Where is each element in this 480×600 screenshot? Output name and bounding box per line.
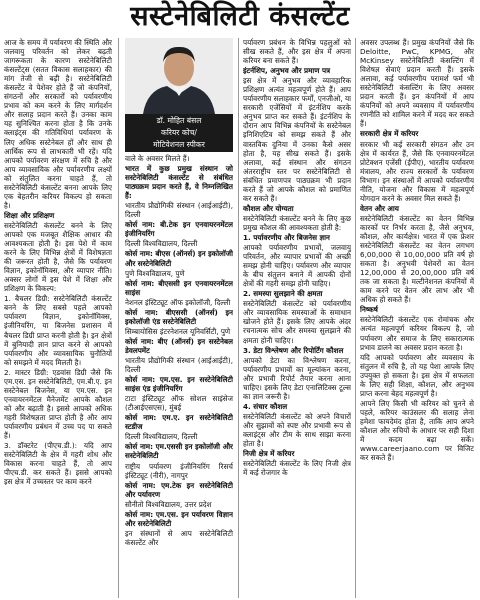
paragraph: नेशनल इंस्टिट्यूट ऑफ इकोलॉजी, दिल्ली [125, 297, 231, 307]
course-name: कोर्स नाम: एम.एस. इन सस्टेनेबिलिटी साइंस एंड इंजीनियरिंग [125, 375, 233, 394]
author-caption [125, 114, 233, 152]
column-divider [118, 38, 119, 598]
paragraph: अवसर उपलब्ध हैं। प्रमुख कंपनियों जैसे कि Deloitte, PwC, KPMG, और McKinsey सस्टेनेबिलिटी कंसल्टिंग में विशेषज्ञ सेवाएं प्रदान करती हैं। इसके अलावा, कई पर्यावरणीय परामर्श फर्म भी सस्टेनेबिलिटी कंसल्टिंग के लिए अवसर प्रदान करती हैं। इन कंपनियों में आप कंपनियों को अपने व्यवसाय में पर्यावरणीय रणनीति को शामिल करने में मदद कर सकते हैं। [360, 38, 474, 129]
paragraph: सस्टेनेबिलिटी कंसल्टेंट का वेतन विभिन्न कारकों पर निर्भर करता है, जैसे अनुभव, कौशल, और कार्यक्षेत्र। भारत में एक फ्रेशर सस्टेनेबिलिटी कंसल्टेंट का वेतन लगभग 6,00,000 से 10,00,000 प्रति वर्ष हो सकता है। अनुभवी पेशेवरों का वेतन 12,00,000 से 20,00,000 प्रति वर्ष तक जा सकता है। मल्टीनेशनल कंपनियों में काम करने पर वेतन और लाभ और भी अधिक हो सकते हैं। [360, 213, 474, 305]
author-name: डॉ. मोहित बंसल [156, 116, 202, 125]
paragraph: सस्टेनेबिलिटी कंसल्टेंट बनने के लिए कुछ प्रमुख कौशल की आवश्यकता होती है: [243, 213, 351, 232]
subheading: निष्कर्ष [360, 305, 378, 315]
paragraph: सरकार भी कई सरकारी संगठन और उन क्षेत्र में कार्यरत हैं, जैसे कि एनवायरनमेंटल प्रोटेक्शन एजेंसी (ईपीए), भारतीय पर्यावरण मंत्रालय, और राज्य सरकारों के पर्यावरण विभाग। इन संस्थाओं में आपको पर्यावरणीय नीति, योजना और विकास में महत्वपूर्ण योगदान करने के अवसर मिल सकते हैं। [360, 139, 474, 203]
course-name: कोर्स नाम: बी.टेक इन एनवायरनमेंटल इंजीनियरिंग [125, 220, 233, 239]
author-role-2: मोटिवेशनल स्पीकर [153, 140, 205, 149]
paragraph: इस क्षेत्र में अनुभव और व्यावहारिक प्रशिक्षण अत्यंत महत्वपूर्ण होते हैं। आप पर्यावरणीय सलाहकार फर्मों, एनजीओ, या सरकारी एजेंसियों में इंटर्नशिप करके अनुभव प्राप्त कर सकते हैं। इंटर्नशिप के दौरान आप विभिन्न कंपनियों के सस्टेनेबल इनिशिएटिव को समझ सकते हैं और वास्तविक दुनिया में उनका कैसे असर होता है, यह सीख सकते हैं। इसके अलावा, कई संस्थान और संगठन अंतरराष्ट्रीय स्तर पर सस्टेनेबिलिटी से संबंधित प्रमाणपत्र पाठ्यक्रम भी प्रदान करते हैं जो आपके कौशल को प्रमाणित कर सकते हैं। [243, 76, 351, 203]
portrait-image [125, 38, 233, 114]
paragraph: सस्टेनेबिलिटी कंसल्टेंट को अपने विचारों और सुझावों को स्पष्ट और प्रभावी रूप से क्लाइंट्स और टीम के साथ साझा करना होता है। [243, 411, 351, 449]
course-name: कोर्स नाम: एम.एससी इन इकोलॉजी और सस्टेनेबिलिटी [125, 442, 233, 461]
subheading: कौशल और योग्यता [243, 203, 294, 213]
subheading: 1. पर्यावरणीय और बिजनेस ज्ञान [243, 232, 330, 242]
paragraph: आज के समय में पर्यावरण की स्थिति और जलवायु परिवर्तन को लेकर बढ़ती जागरूकता के कारण सस्टेनेबिलिटी कंसल्टेंट्स (सतत विकास सलाहकार) की मांग तेजी से बढ़ी है। सस्टेनेबिलिटी कंसल्टेंट वे पेशेवर होते हैं जो कंपनियों, संगठनों और सरकारों को पर्यावरणीय प्रभाव को कम करने के लिए मार्गदर्शन और सलाह प्रदान करते हैं। उनका काम यह सुनिश्चित करना होता है कि उनके क्लाइंट्स की गतिविधियां पर्यावरण के लिए अधिक सस्टेनेबल हों और साथ ही आर्थिक रूप से लाभकारी भी रहें। यदि आपको पर्यावरण संरक्षण में रुचि है और आप व्यावसायिक और पर्यावरणीय लक्ष्यों को संतुलित करना चाहते हैं, तो सस्टेनेबिलिटी कंसल्टेंट बनना आपके लिए एक बेहतरीन करियर विकल्प हो सकता है। [4, 38, 112, 210]
article-column-2 [125, 154, 233, 598]
author-role: करियर कोच/ [160, 128, 197, 137]
paragraph: यदि आपको पर्यावरण और व्यवसाय के संतुलन में रुचि है, तो यह पेशा आपके लिए उपयुक्त हो सकता है। इस क्षेत्र में सफलता के लिए सही शिक्षा, कौशल, और अनुभव प्राप्त करना बेहद महत्वपूर्ण है। [360, 352, 474, 398]
subheading: 3. डेटा विश्लेषण और रिपोर्टिंग कौशल [243, 345, 344, 355]
subheading: वेतन और आय [360, 203, 399, 213]
paragraph: टाटा इंस्टिट्यूट ऑफ सोशल साइंसेज (टीआईएसएस), मुंबई [125, 394, 233, 413]
paragraph: सिम्बायोसिस इंटरनेशनल यूनिवर्सिटी, पुणे [125, 326, 231, 336]
paragraph: सस्टेनेबिलिटी कंसल्टेंट एक रोमांचक और अत्यंत महत्वपूर्ण करियर विकल्प है, जो पर्यावरण और समाज के लिए सकारात्मक प्रभाव डालने का अवसर प्रदान करता है। [360, 315, 474, 352]
paragraph: 3. डॉक्टरेट (पीएच.डी.): यदि आप सस्टेनेबिलिटी के क्षेत्र में गहरी शोध और विकास करना चाहते हैं, तो आप पीएच.डी. कर सकते हैं। इससे आपको इस क्षेत्र में उच्चस्तर पर काम करने [4, 441, 112, 487]
subheading: 4. संचार कौशल [243, 401, 288, 411]
column-divider [238, 38, 239, 598]
course-name: कोर्स नाम: बीएससी इन एनवायरनमेंटल साइंस [125, 278, 233, 297]
paragraph: आपको पर्यावरणीय प्रभावों, जलवायु परिवर्तन, और व्यापार प्रभावों की अच्छी समझ होनी चाहिए। पर्यावरण और व्यापार के बीच संतुलन बनाने में आपकी दोनों क्षेत्रों की गहरी समझ होनी चाहिए। [243, 243, 351, 289]
subheading: 2. समस्या सुलझाने की क्षमता [243, 289, 323, 299]
course-name: कोर्स नाम: एम.टेक इन सस्टेनेबिलिटी और पर्यावरण [125, 480, 233, 499]
paragraph: दिल्ली विश्वविद्यालय, दिल्ली [125, 239, 198, 249]
article-column-4 [360, 38, 474, 598]
subheading: इंटर्नशिप, अनुभव और प्रमाण पत्र [243, 66, 331, 76]
article-column-3 [243, 38, 351, 598]
paragraph: दिल्ली विश्वविद्यालय, दिल्ली [125, 432, 198, 442]
subheading: शिक्षा और प्रशिक्षण [4, 210, 55, 220]
article-column-1 [4, 38, 112, 598]
paragraph: भारतीय प्रौद्योगिकी संस्थान (आईआईटी), दिल्ली [125, 201, 233, 220]
subheading: सरकारी क्षेत्र में करियर [360, 129, 419, 139]
paragraph: सस्टेनेबिलिटी कंसल्टेंट बनने के लिए आपको एक मजबूत शैक्षिक आधार की आवश्यकता होती है। इस पेशे में काम करने के लिए विभिन्न क्षेत्रों में विशेषज्ञता की जरूरत होती है, जैसे कि पर्यावरण विज्ञान, इकोनॉमिक्स, और व्यापार नीति। अक्सर लोगों में इस पेशे में शिक्षा और प्रशिक्षण के विकल्प: [4, 220, 112, 294]
paragraph: भारतीय प्रौद्योगिकी संस्थान (आईआईटी), दिल्ली [125, 355, 233, 375]
paragraph: इन संस्थानों से आप सस्टेनेबिलिटी कंसल्टेंट और [125, 528, 233, 547]
course-name: कोर्स नाम: एम.ए. इन सस्टेनेबिलिटी स्टडीज [125, 413, 233, 432]
paragraph: आपने लिए किसी भी करियर को चुनने से पहले, करियर काउंसलर की सलाह लेना हमेशा फायदेमंद होता है, ताकि आप अपने कौशल और रुचियों के आधार पर सही दिशा में कदम बढ़ा सकें। www.careerjaano.com पर विजिट कर सकते हैं। [360, 398, 474, 463]
paragraph: 1. बैचलर डिग्री: सस्टेनेबिलिटी कंसल्टेंट बनने के लिए सबसे पहले आपको पर्यावरण विज्ञान, इकोनॉमिक्स, इंजीनियरिंग, या बिजनेस प्रशासन में बैचलर डिग्री प्राप्त करनी होती है। इन क्षेत्रों में बुनियादी ज्ञान प्राप्त करने से आपको पर्यावरणीय और व्यावसायिक चुनौतियों को समझने में मदद मिलती है। [4, 294, 112, 367]
page-headline: सस्टेनेबिलिटी कंसल्टेंट [130, 1, 350, 32]
paragraph: राष्ट्रीय पर्यावरण इंजीनियरिंग रिसर्च इंस्टिट्यूट (नीरी), नागपुर [125, 461, 233, 480]
course-name: कोर्स नाम: बीए (ऑनर्स) इन सस्टेनेबल डेवलपमेंट [125, 336, 233, 355]
paragraph: सस्टेनेबिलिटी कंसल्टेंट को पर्यावरणीय और व्यावसायिक समस्याओं के समाधान खोजने होते हैं। इसके लिए आपके अंदर रचनात्मक सोच और समस्या सुलझाने की क्षमता होनी चाहिए। [243, 299, 351, 345]
paragraph: सौनीतो विश्वविद्यालय, उत्तर प्रदेश [125, 499, 212, 509]
paragraph: आपको डेटा का विश्लेषण करना, पर्यावरणीय प्रभावों का मूल्यांकन करना, और प्रभावी रिपोर्ट तैयार करना आना चाहिए। इसके लिए डेटा एनालिटिक्स टूल्स का ज्ञान जरूरी है। [243, 355, 351, 401]
paragraph: वाले के अवसर मिलते हैं। [125, 154, 190, 163]
subheading: निजी क्षेत्र में करियर [243, 449, 295, 459]
column-divider [355, 38, 356, 598]
subheading: भारत में कुछ प्रमुख संस्थान जो सस्टेनेबिलिटी कंसल्टेंट से संबंधित पाठ्यक्रम प्रदान करते हैं, वे निम्नलिखित हैं: [125, 164, 233, 201]
author-photo [125, 38, 233, 114]
paragraph: पर्यावरण प्रबंधन के विभिन्न पहलुओं को सीख सकते हैं, और इस क्षेत्र में अपना करियर बना सकते हैं। [243, 38, 351, 66]
course-name: कोर्स नाम: बीएससी (ऑनर्स) इन इकोलॉजी एंड सस्टेनेबिलिटी [125, 307, 233, 326]
paragraph: सस्टेनेबिलिटी कंसल्टेंट के लिए निजी क्षेत्र में कई रोजगार के [243, 459, 351, 478]
course-name: कोर्स नाम: एम.एस. इन पर्यावरण विज्ञान और सस्टेनेबिलिटी [125, 509, 233, 528]
paragraph: 2. मास्टर डिग्री: एडवांस डिग्री जैसे कि एम.एस. इन सस्टेनेबिलिटी, एम.बी.ए. इन सस्टेनेबल बिजनेस, या एम.एस. इन एनवायरनमेंटल मैनेजमेंट आपके कौशल को और बढ़ाती है। इससे आपको अधिक गहरी विशेषज्ञता प्राप्त होती है और आप पर्यावरणीय प्रबंधन में उच्च पद पा सकते हैं। [4, 367, 112, 441]
course-name: कोर्स नाम: बीएस (ऑनर्स) इन इकोलॉजी और सस्टेनेबिलिटी [125, 249, 233, 268]
paragraph: पुणे विश्वविद्यालय, पुणे [125, 268, 185, 278]
